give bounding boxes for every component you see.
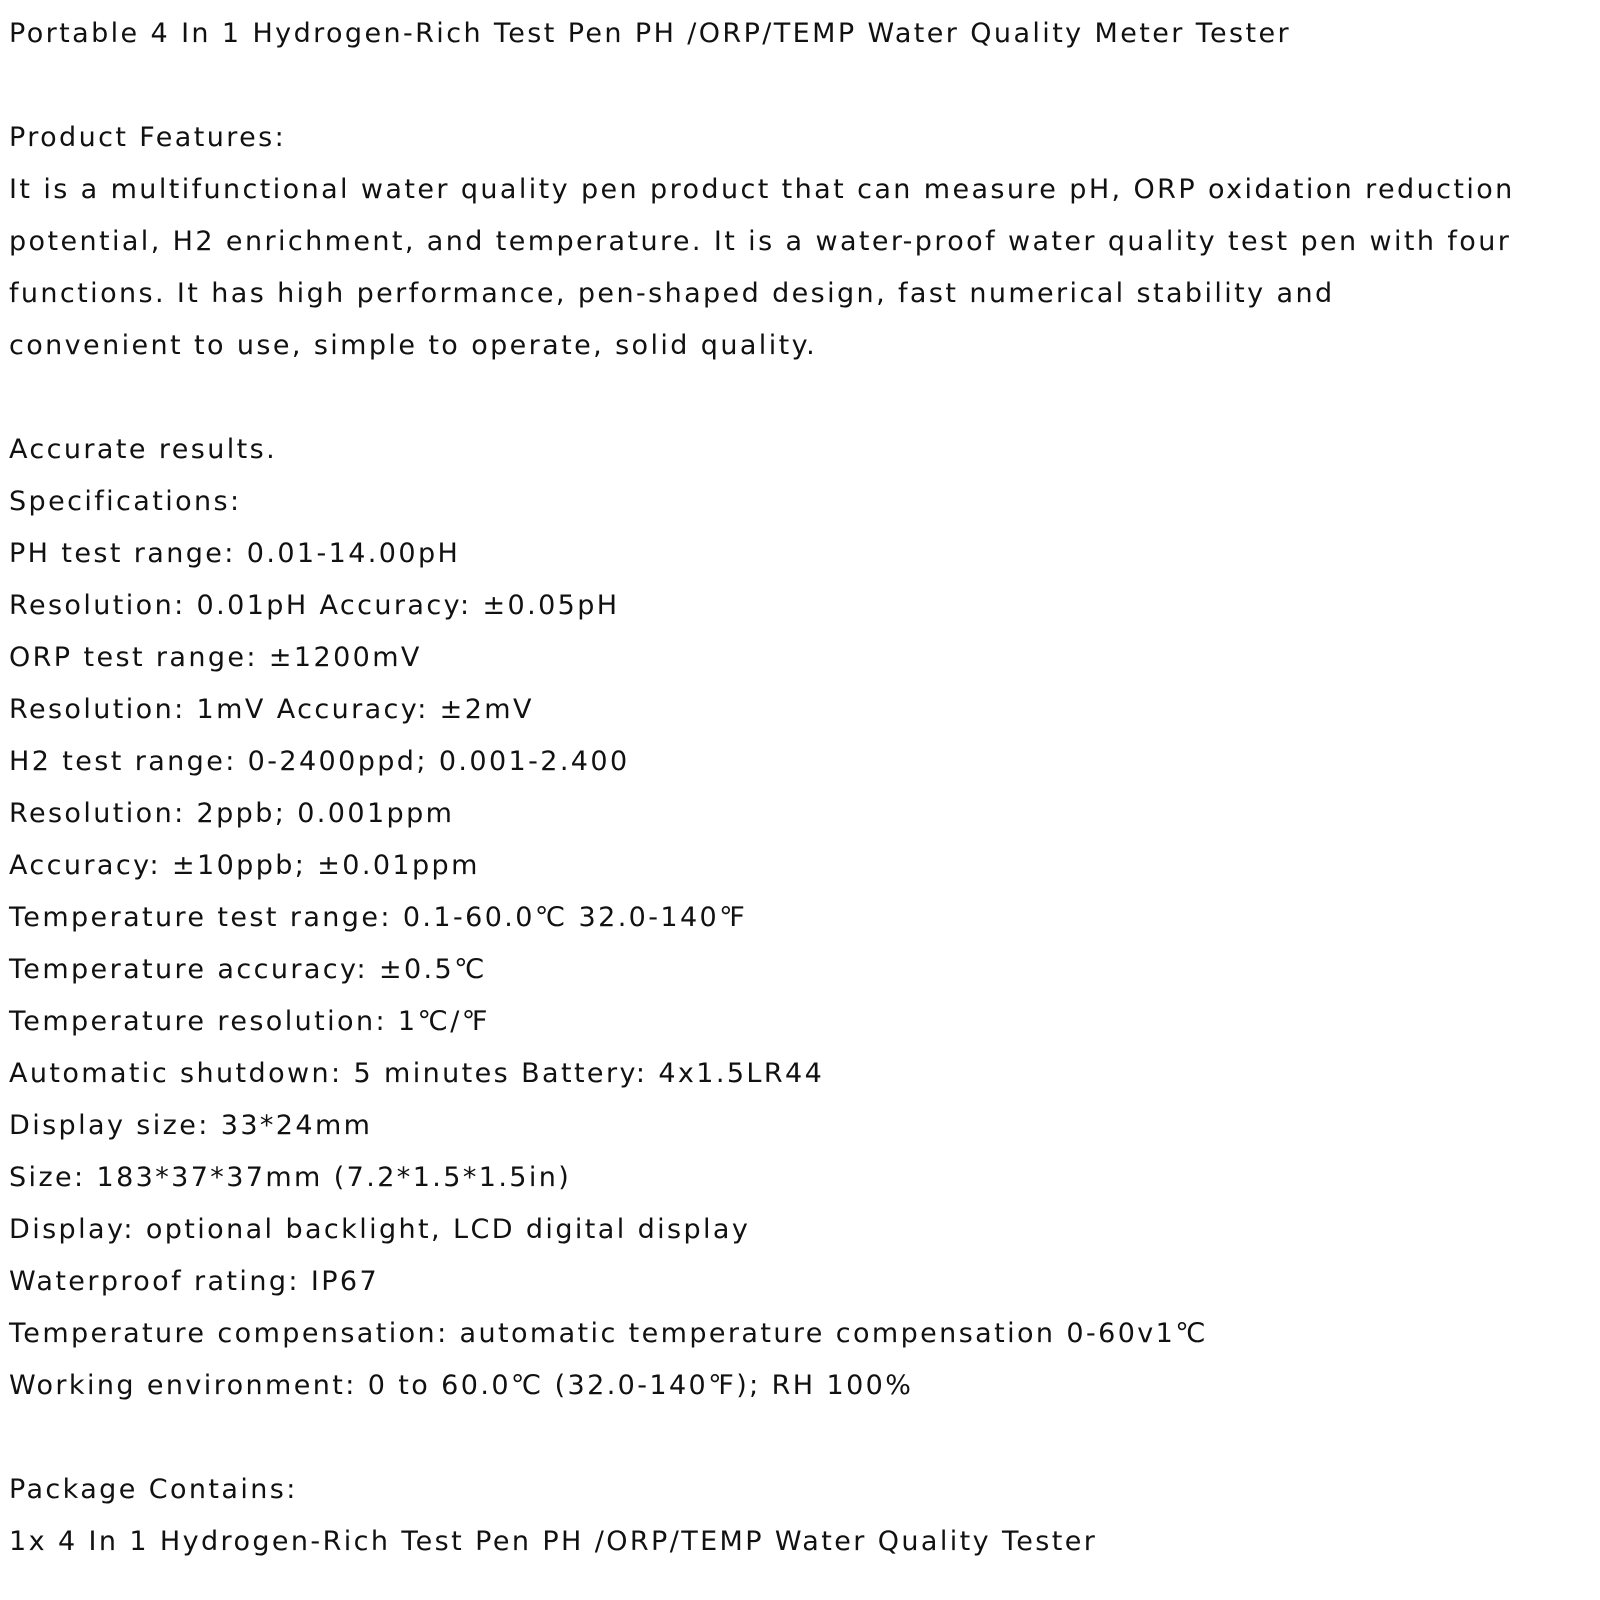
spec-line: ORP test range: ±1200mV (9, 642, 422, 673)
accurate-results-text: Accurate results. (9, 434, 278, 465)
spec-line: Temperature compensation: automatic temperature compensation 0-60v1℃ (9, 1318, 1208, 1349)
product-title: Portable 4 In 1 Hydrogen-Rich Test Pen PH /ORP/TEMP Water Quality Meter Tester (9, 18, 1292, 49)
spec-line: PH test range: 0.01-14.00pH (9, 538, 461, 569)
spec-line: Waterproof rating: IP67 (9, 1266, 380, 1297)
spacer (9, 60, 1589, 112)
spec-line: Resolution: 1mV Accuracy: ±2mV (9, 694, 534, 725)
spec-line: Resolution: 0.01pH Accuracy: ±0.05pH (9, 590, 620, 621)
spec-line: Accuracy: ±10ppb; ±0.01ppm (9, 850, 480, 881)
spacer (9, 1412, 1589, 1464)
product-description (9, 8, 1589, 1568)
spec-line: Display: optional backlight, LCD digital display (9, 1214, 751, 1245)
package-heading: Package Contains: (9, 1474, 298, 1505)
spec-line: H2 test range: 0-2400ppd; 0.001-2.400 (9, 746, 630, 777)
features-line: It is a multifunctional water quality pen product that can measure pH, ORP oxidation reduction (9, 174, 1515, 205)
package-line: 1x 4 In 1 Hydrogen-Rich Test Pen PH /ORP/TEMP Water Quality Tester (9, 1526, 1098, 1557)
spec-line: Size: 183*37*37mm (7.2*1.5*1.5in) (9, 1162, 572, 1193)
features-line: convenient to use, simple to operate, solid quality. (9, 330, 818, 361)
features-line: functions. It has high performance, pen-shaped design, fast numerical stability and (9, 278, 1335, 309)
spec-line: Resolution: 2ppb; 0.001ppm (9, 798, 455, 829)
spec-line: Automatic shutdown: 5 minutes Battery: 4x1.5LR44 (9, 1058, 825, 1089)
spec-line: Working environment: 0 to 60.0℃ (32.0-140℉); RH 100% (9, 1370, 914, 1401)
spec-line: Temperature resolution: 1℃/℉ (9, 1006, 490, 1037)
spec-line: Temperature test range: 0.1-60.0℃ 32.0-140℉ (9, 902, 748, 933)
spacer (9, 372, 1589, 424)
spec-line: Display size: 33*24mm (9, 1110, 373, 1141)
spec-line: Temperature accuracy: ±0.5℃ (9, 954, 487, 985)
features-heading: Product Features: (9, 122, 287, 153)
specifications-heading: Specifications: (9, 486, 242, 517)
features-line: potential, H2 enrichment, and temperature. It is a water-proof water quality test pen with four (9, 226, 1512, 257)
